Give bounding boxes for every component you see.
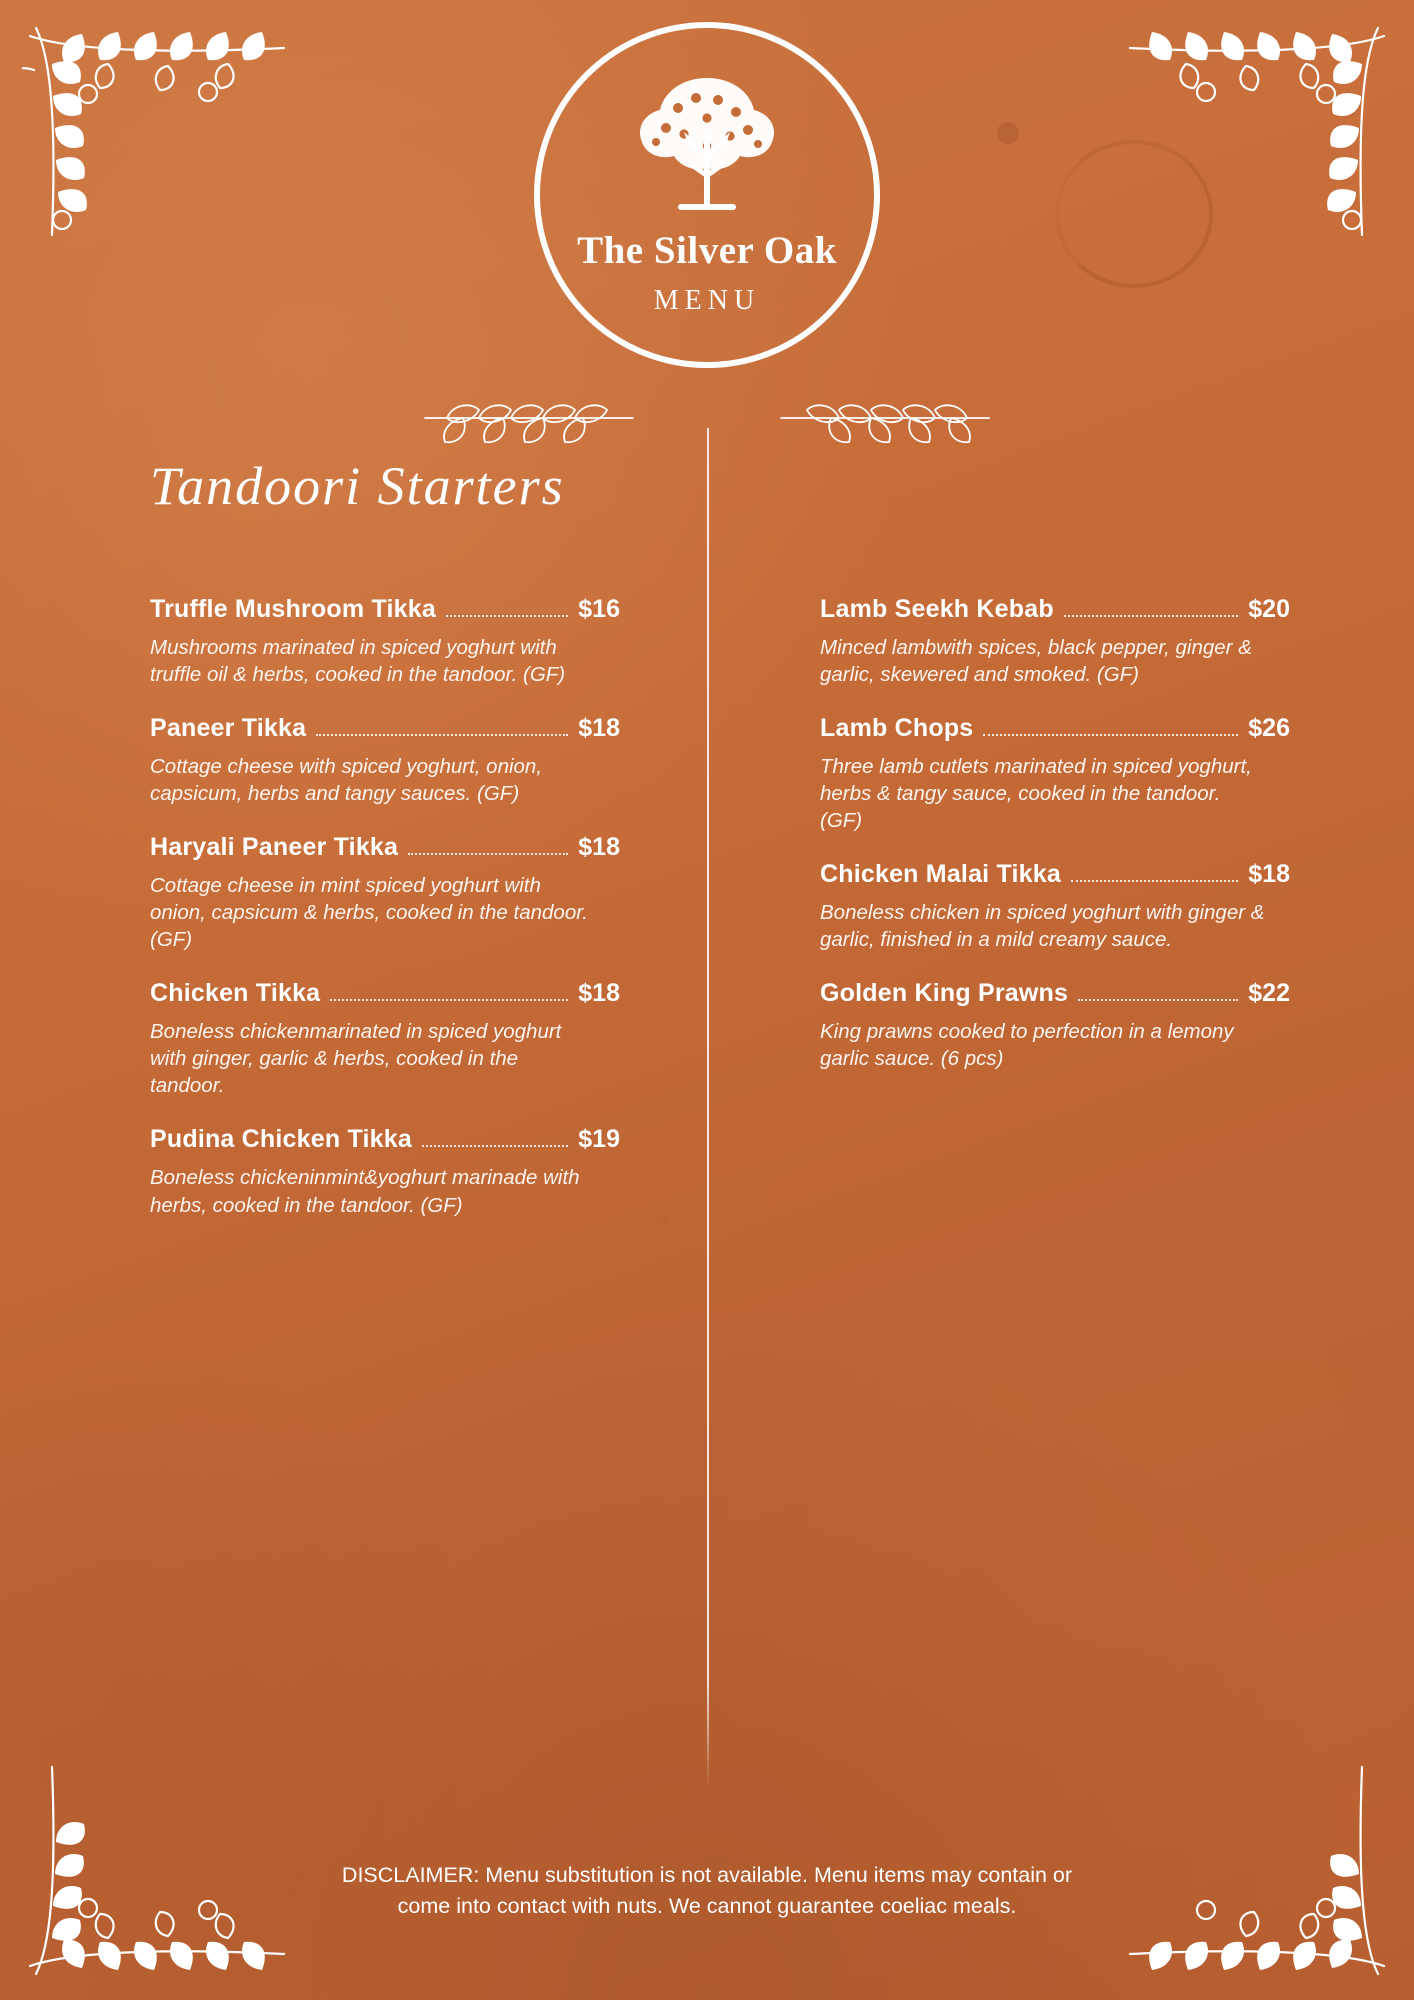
menu-item-name: Haryali Paneer Tikka [150, 833, 399, 862]
menu-item-name: Chicken Tikka [150, 979, 321, 1008]
floral-corner-top-left-icon [22, 20, 302, 270]
menu-item-price: $18 [578, 714, 620, 743]
menu-item-name: Lamb Chops [820, 714, 974, 743]
leader-dots [1071, 878, 1238, 882]
menu-item-description: Cottage cheese in mint spiced yoghurt with onion, capsicum & herbs, cooked in the tandoor. (GF) [150, 874, 588, 952]
menu-item [150, 595, 620, 688]
menu-item-name: Chicken Malai Tikka [820, 860, 1061, 889]
leader-dots [330, 997, 568, 1001]
menu-item-description: Boneless chickeninmint&yoghurt marinade with herbs, cooked in the tandoor. (GF) [150, 1166, 580, 1217]
coffee-stain-mark [1055, 140, 1213, 288]
menu-item [820, 714, 1290, 834]
menu-item [820, 595, 1290, 688]
menu-item-description: Minced lambwith spices, black pepper, ginger & garlic, skewered and smoked. (GF) [820, 636, 1252, 687]
menu-item-name: Pudina Chicken Tikka [150, 1125, 412, 1154]
menu-item-price: $22 [1248, 979, 1290, 1008]
menu-item [820, 979, 1290, 1072]
logo-menu-label: MENU [653, 285, 761, 316]
menu-item [150, 833, 620, 953]
floral-corner-bottom-left-icon [22, 1732, 302, 1982]
menu-item-name: Lamb Seekh Kebab [820, 595, 1054, 623]
menu-item-description: King prawns cooked to perfection in a lemony garlic sauce. (6 pcs) [820, 1020, 1234, 1071]
menu-item [820, 860, 1290, 953]
menu-item [150, 1125, 620, 1218]
leader-dots [316, 732, 568, 736]
menu-item-header [150, 1125, 620, 1154]
leader-dots [422, 1143, 568, 1147]
menu-item-description: Three lamb cutlets marinated in spiced yoghurt, herbs & tangy sauce, cooked in the tandoor. (GF) [820, 755, 1252, 833]
leader-dots [983, 732, 1238, 736]
menu-item-price: $16 [578, 595, 620, 623]
menu-item-header [820, 979, 1290, 1008]
menu-item-price: $19 [578, 1125, 620, 1154]
menu-item-header [150, 714, 620, 743]
menu-item-price: $26 [1248, 714, 1290, 743]
disclaimer-text: DISCLAIMER: Menu substitution is not available. Menu items may contain or come into contact with nuts. We cannot guarantee coeliac meals. [341, 1862, 1073, 1918]
oak-tree-icon [622, 72, 792, 222]
menu-item-name: Paneer Tikka [150, 714, 307, 743]
leader-dots [408, 851, 568, 855]
logo-restaurant-name: The Silver Oak [577, 229, 837, 272]
menu-item-header [820, 860, 1290, 889]
menu-item-price: $20 [1248, 595, 1290, 623]
menu-item-header [150, 833, 620, 862]
leader-dots [1064, 613, 1238, 617]
restaurant-logo [534, 22, 880, 368]
floral-corner-bottom-right-icon [1112, 1732, 1392, 1982]
menu-item-price: $18 [578, 979, 620, 1008]
menu-item-price: $18 [578, 833, 620, 862]
column-divider-rule [707, 428, 709, 1788]
menu-item [150, 979, 620, 1099]
leader-dots [1078, 997, 1238, 1001]
menu-item-header [150, 979, 620, 1008]
menu-item [150, 714, 620, 807]
menu-item-price: $18 [1248, 860, 1290, 889]
menu-item-header [820, 595, 1290, 624]
menu-item-name: Truffle Mushroom Tikka [150, 595, 436, 623]
floral-corner-top-right-icon [1112, 20, 1392, 270]
menu-item-header [820, 714, 1290, 743]
menu-item-name: Golden King Prawns [820, 979, 1069, 1008]
menu-item-description: Boneless chickenmarinated in spiced yoghurt with ginger, garlic & herbs, cooked in the tandoor. [150, 1020, 562, 1098]
menu-item-description: Cottage cheese with spiced yoghurt, onion, capsicum, herbs and tangy sauces. (GF) [150, 755, 543, 806]
section-title-tandoori-starters: Tandoori Starters [150, 456, 565, 516]
leader-dots [446, 613, 568, 617]
menu-column-right [820, 595, 1290, 1098]
menu-item-header [150, 595, 620, 624]
menu-item-description: Boneless chicken in spiced yoghurt with ginger & garlic, finished in a mild creamy sauce. [820, 901, 1265, 952]
menu-item-description: Mushrooms marinated in spiced yoghurt with truffle oil & herbs, cooked in the tandoor. (GF) [150, 636, 566, 687]
menu-column-left [150, 595, 620, 1245]
